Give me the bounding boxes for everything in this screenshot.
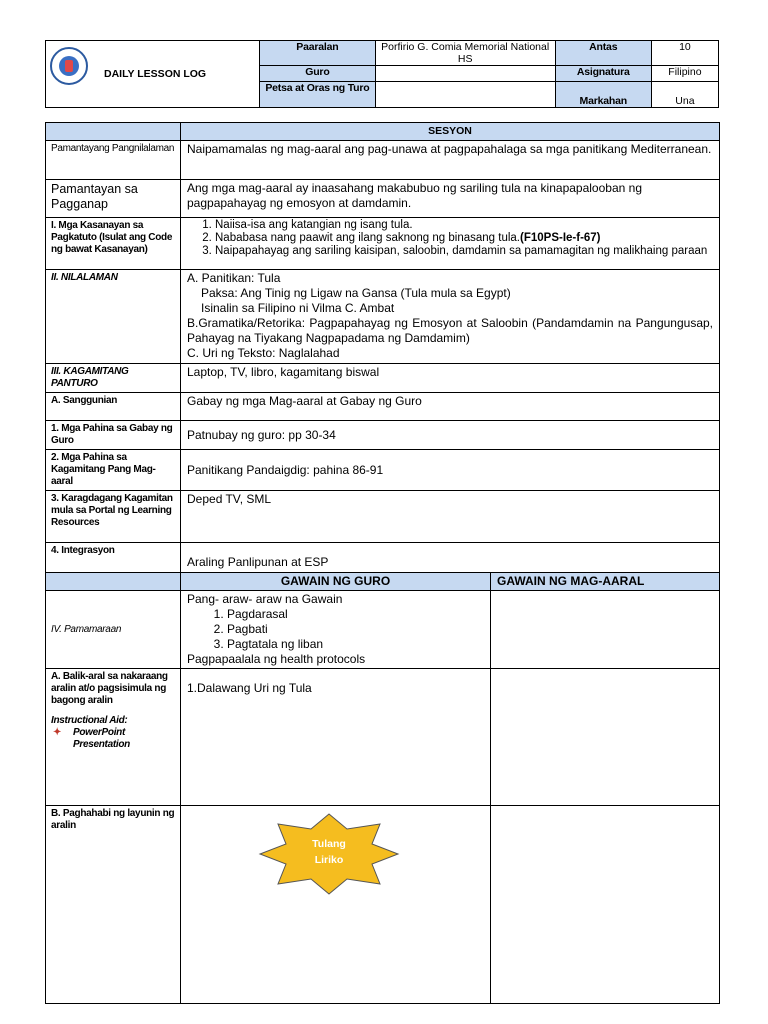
sesyon-header: SESYON xyxy=(181,123,720,141)
quarter-value: Una xyxy=(651,82,718,108)
student-activity-header: GAWAIN NG MAG-AARAL xyxy=(491,573,720,591)
teacher-activity-header: GAWAIN NG GURO xyxy=(181,573,491,591)
references-label: A. Sanggunian xyxy=(46,393,181,421)
aid-label: Instructional Aid: xyxy=(51,715,128,726)
content-topic: Paksa: Ang Tinig ng Ligaw na Gansa (Tula mula sa Egypt) xyxy=(201,286,511,300)
teacher-label: Guro xyxy=(260,66,376,82)
learner-material-text: Panitikang Pandaigdig: pahina 86-91 xyxy=(181,450,720,491)
log-title: DAILY LESSON LOG xyxy=(104,68,207,80)
learner-material-label: 2. Mga Pahina sa Kagamitang Pang Mag-aaral xyxy=(46,450,181,491)
integration-label: 4. Integrasyon xyxy=(46,543,181,573)
star-label xyxy=(258,836,400,868)
content-a: A. Panitikan: Tula xyxy=(187,271,281,285)
star-label-line1: Tulang xyxy=(312,838,346,850)
content-standard-text: Naipamamalas ng mag-aaral ang pag-unawa at pagpapahalaga sa mga panitikang Mediterranean. xyxy=(181,141,720,180)
content-standard-label: Pamantayang Pangnilalaman xyxy=(46,141,181,180)
teacher-value xyxy=(375,66,555,82)
performance-standard-text: Ang mga mag-aaral ay inaasahang makabubuo ng sariling tula na kinapapalooban ng pagpapahayag ng emosyon at damdamin. xyxy=(181,180,720,218)
references-text: Gabay ng mga Mag-aaral at Gabay ng Guro xyxy=(181,393,720,421)
date-label: Petsa at Oras ng Turo xyxy=(260,82,376,108)
lr-portal-text: Deped TV, SML xyxy=(181,491,720,543)
procedure-outro: Pagpapaalala ng health protocols xyxy=(187,652,366,666)
review-label: A. Balik-aral sa nakaraang aralin at/o pagsisimula ng bagong aralin xyxy=(51,671,168,706)
grade-value: 10 xyxy=(651,41,718,66)
review-cell xyxy=(46,669,181,806)
aid-item-row xyxy=(51,727,175,751)
aid-item: PowerPoint Presentation xyxy=(73,727,130,750)
subject-value: Filipino xyxy=(651,66,718,82)
competency-item: 2. Nababasa nang paawit ang ilang saknong ng binasang tula.(F10PS-Ie-f-67) xyxy=(215,232,713,245)
content-translator: Isinalin sa Filipino ni Vilma C. Ambat xyxy=(201,301,395,315)
integration-text: Araling Panlipunan at ESP xyxy=(181,543,720,573)
logo-cell xyxy=(46,41,260,108)
teacher-guide-label: 1. Mga Pahina sa Gabay ng Guro xyxy=(46,421,181,450)
tulang-liriko-star xyxy=(258,812,400,896)
header-table xyxy=(45,40,719,108)
procedure-item: 2. Pagbati xyxy=(227,622,484,637)
sesyon-corner xyxy=(46,123,181,141)
procedure-intro: Pang- araw- araw na Gawain xyxy=(187,592,343,606)
gawain-corner xyxy=(46,573,181,591)
performance-standard-label: Pamantayan sa Pagganap xyxy=(46,180,181,218)
competency-item: 1. Naiisa-isa ang katangian ng isang tula. xyxy=(215,219,713,232)
lr-portal-label: 3. Karagdagang Kagamitan mula sa Portal ng Learning Resources xyxy=(46,491,181,543)
procedure-student-cell xyxy=(491,591,720,669)
procedure-item: 1. Pagdarasal xyxy=(227,607,484,622)
content-c: C. Uri ng Teksto: Naglalahad xyxy=(187,346,340,360)
bullet-icon: ✦ xyxy=(53,727,62,738)
materials-text: Laptop, TV, libro, kagamitang biswal xyxy=(181,364,720,393)
procedure-item: 3. Pagtatala ng liban xyxy=(227,637,484,652)
procedure-cell xyxy=(181,591,491,669)
deped-seal-icon xyxy=(50,47,88,85)
competencies-label: I. Mga Kasanayan sa Pagkatuto (Isulat ang Code ng bawat Kasanayan) xyxy=(46,218,181,270)
competencies-cell xyxy=(181,218,720,270)
teacher-guide-text: Patnubay ng guro: pp 30-34 xyxy=(181,421,720,450)
purpose-label: B. Paghahabi ng layunin ng aralin xyxy=(46,806,181,1004)
star-label-line2: Liriko xyxy=(314,854,344,866)
competency-code: (F10PS-Ie-f-67) xyxy=(520,232,601,244)
school-label: Paaralan xyxy=(260,41,376,66)
review-student-cell xyxy=(491,669,720,806)
competency-item: 3. Naipapahayag ang sariling kaisipan, saloobin, damdamin sa pamamagitan ng malikhaing paraan xyxy=(215,245,713,258)
date-value xyxy=(375,82,555,108)
materials-label: III. KAGAMITANG PANTURO xyxy=(46,364,181,393)
purpose-student-cell xyxy=(491,806,720,1004)
procedure-label: IV. Pamamaraan xyxy=(46,591,181,669)
content-label: II. NILALAMAN xyxy=(46,270,181,364)
school-value: Porfirio G. Comia Memorial National HS xyxy=(375,41,555,66)
review-text: 1.Dalawang Uri ng Tula xyxy=(181,669,491,806)
quarter-label: Markahan xyxy=(555,82,651,108)
content-b: B.Gramatika/Retorika: Pagpapahayag ng Emosyon at Saloobin (Pandamdamin na Pangungusap, Pahayag na Tiyakang Nagpapadama ng Damdamim) xyxy=(187,316,714,345)
subject-label: Asignatura xyxy=(555,66,651,82)
content-cell xyxy=(181,270,720,364)
grade-label: Antas xyxy=(555,41,651,66)
